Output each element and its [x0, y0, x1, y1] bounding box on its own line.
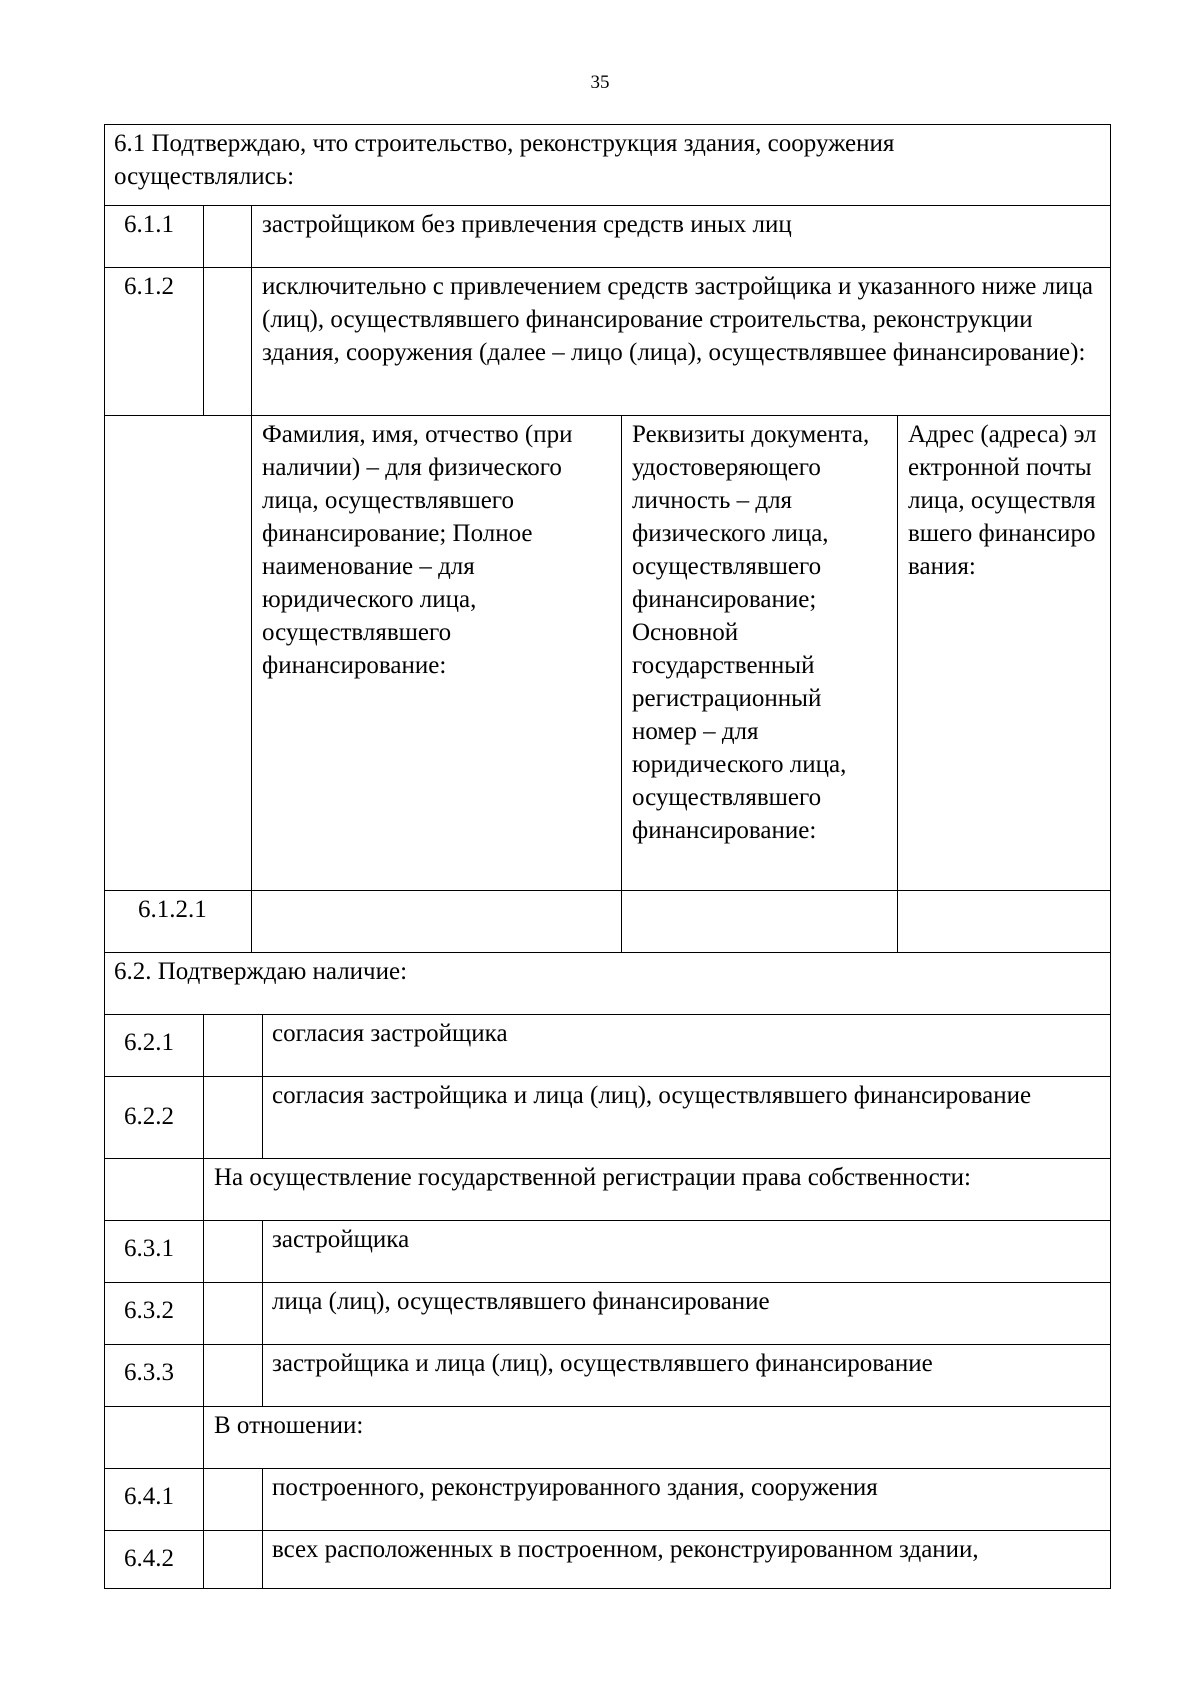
option-6-4-2-checkbox[interactable] [204, 1531, 261, 1588]
option-6-3-1-checkbox[interactable] [204, 1221, 261, 1281]
item-number: 6.1.2.1 [138, 896, 207, 923]
item-text: застройщиком без привлечения средств иных лиц [262, 211, 792, 238]
row-divider [104, 205, 1111, 206]
row-divider [104, 1406, 1111, 1407]
column-divider [262, 1220, 263, 1406]
item-text: построенного, реконструированного здания, сооружения [272, 1474, 878, 1501]
item-number: 6.2.2 [124, 1103, 174, 1130]
item-text: всех расположенных в построенном, реконструированном здании, [272, 1536, 979, 1563]
column-divider [621, 415, 622, 952]
option-6-2-2-checkbox[interactable] [204, 1077, 261, 1157]
page-number: 35 [590, 72, 610, 93]
row-divider [104, 1158, 1111, 1159]
section-6-3-heading: На осуществление государственной регистрации права собственности: [214, 1164, 972, 1191]
option-6-2-1-checkbox[interactable] [204, 1015, 261, 1075]
column-divider [262, 1468, 263, 1589]
column-divider [262, 1014, 263, 1158]
option-6-4-1-checkbox[interactable] [204, 1469, 261, 1529]
financier-email-field[interactable] [898, 891, 1110, 951]
item-text: застройщика и лица (лиц), осуществлявшего финансирование [272, 1350, 933, 1377]
item-text: согласия застройщика [272, 1020, 508, 1047]
item-number: 6.3.1 [124, 1235, 174, 1262]
financier-name-field[interactable] [252, 891, 620, 951]
item-text: лица (лиц), осуществлявшего финансирование [272, 1288, 770, 1315]
option-6-1-2-checkbox[interactable] [204, 268, 250, 414]
column-divider [897, 415, 898, 952]
column-header-full-name: Фамилия, имя, отчество (при наличии) – для физического лица, осуществлявшего финансирование; Полное наименование – для юридического лица, осуществлявшего финансирование: [262, 421, 573, 679]
item-text: застройщика [272, 1226, 410, 1253]
column-divider [251, 205, 252, 890]
item-text: исключительно с привлечением средств застройщика и указанного ниже лица (лиц), осуществлявшего финансирование строительства, реконструкции здания, сооружения (далее – лицо (лица), осуществлявшее финансирование): [262, 273, 1093, 366]
row-divider [104, 415, 1111, 416]
option-6-3-3-checkbox[interactable] [204, 1345, 261, 1405]
row-divider [104, 267, 1111, 268]
column-header-document-details: Реквизиты документа, удостоверяющего личность – для физического лица, осуществлявшего финансирование; Основной государственный регистрационный номер – для юридического лица, осуществлявшего финансирование: [632, 421, 870, 844]
item-number: 6.4.2 [124, 1545, 174, 1572]
section-6-2-heading: 6.2. Подтверждаю наличие: [114, 958, 408, 985]
item-number: 6.1.2 [124, 273, 174, 300]
item-text: согласия застройщика и лица (лиц), осуществлявшего финансирование [272, 1082, 1032, 1109]
item-number: 6.1.1 [124, 211, 174, 238]
item-number: 6.2.1 [124, 1029, 174, 1056]
section-6-1-heading: 6.1 Подтверждаю, что строительство, реконструкция здания, сооружения осуществлялись: [114, 130, 895, 190]
item-number: 6.3.3 [124, 1359, 174, 1386]
item-number: 6.4.1 [124, 1483, 174, 1510]
option-6-1-1-checkbox[interactable] [204, 206, 250, 266]
financier-document-field[interactable] [622, 891, 896, 951]
section-6-4-heading: В отношении: [214, 1412, 364, 1439]
row-divider [104, 952, 1111, 953]
item-number: 6.3.2 [124, 1297, 174, 1324]
option-6-3-2-checkbox[interactable] [204, 1283, 261, 1343]
column-header-email: Адрес (адреса) электронной почты лица, осуществлявшего финансирования: [908, 421, 1097, 580]
